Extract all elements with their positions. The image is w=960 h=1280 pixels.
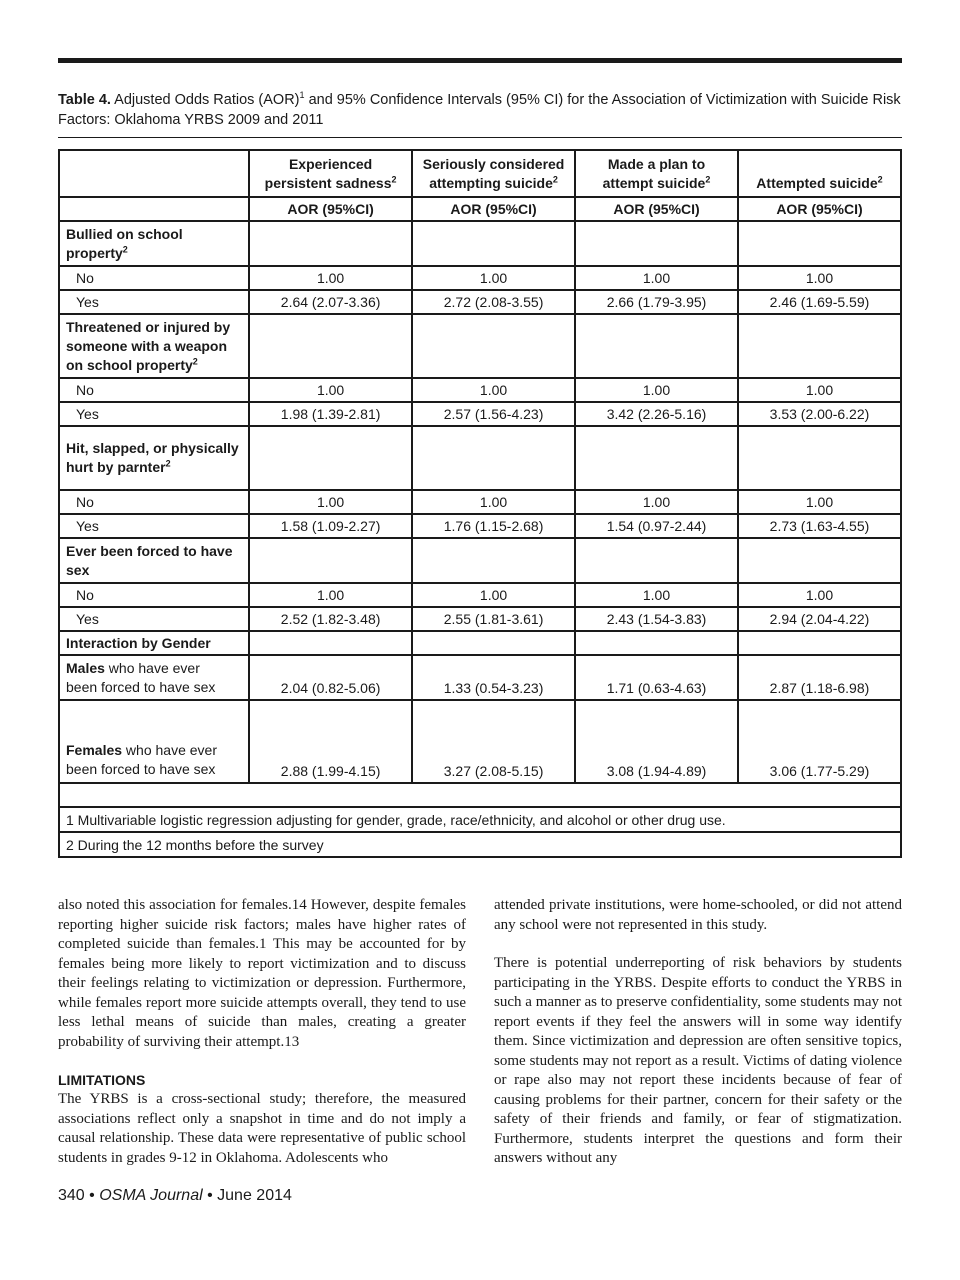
group-row-forced — [59, 538, 901, 583]
interaction-row — [59, 631, 901, 655]
group-row-bullied — [59, 221, 901, 266]
table-cell: 1.00 — [249, 490, 412, 514]
top-rule — [58, 58, 902, 63]
footnote-row — [59, 832, 901, 857]
males-label: Males who have ever been forced to have sex — [59, 655, 249, 700]
header-plan-suicide: Made a plan to attempt suicide$^2$ — [575, 150, 738, 197]
table-cell: 1.00 — [738, 378, 901, 402]
table-cell: 1.00 — [249, 378, 412, 402]
header-persistent-sadness: Experienced persistent sadness$^2$ — [249, 150, 412, 197]
table-cell: 1.00 — [412, 378, 575, 402]
table-cell: 2.87 (1.18-6.98) — [738, 655, 901, 700]
table-cell: 3.27 (2.08-5.15) — [412, 700, 575, 783]
females-label: Females who have ever been forced to have sex — [59, 700, 249, 783]
row-label-no: No — [59, 378, 249, 402]
group-label: Bullied on school property$^2$ — [59, 221, 249, 266]
table-cell: 1.00 — [738, 583, 901, 607]
females-row — [59, 700, 901, 783]
table-cell: 2.66 (1.79-3.95) — [575, 290, 738, 314]
table-cell: 2.04 (0.82-5.06) — [249, 655, 412, 700]
interaction-label: Interaction by Gender — [59, 631, 249, 655]
table-cell: 2.88 (1.99-4.15) — [249, 700, 412, 783]
table-row — [59, 378, 901, 402]
table-cell: 1.00 — [412, 266, 575, 290]
paragraph: also noted this association for females.14 However, despite females reporting higher suicide risk factors; males have higher rates of completed suicide than females.1 This may be accounted for by females being more likely to report victimization and to discuss their feelings relating to victimization or depression. Furthermore, while females report more suicide attempts overall, they tend to use less lethal means of suicide than males, creating a greater probability of surviving their attempt.13 — [58, 897, 466, 1050]
table-cell: 2.52 (1.82-3.48) — [249, 607, 412, 631]
row-label-no: No — [59, 583, 249, 607]
caption-text-2: and 95% Confidence Intervals (95% CI) for the Association of Victimization with Suicide Risk Factors: Oklahoma YRBS 2009 and 2011 — [58, 92, 901, 128]
table-row — [59, 402, 901, 426]
table-row — [59, 607, 901, 631]
footnote-1: 1 Multivariable logistic regression adjusting for gender, grade, race/ethnicity, and alcohol or other drug use. — [59, 807, 901, 832]
table-cell: 2.55 (1.81-3.61) — [412, 607, 575, 631]
header-empty — [59, 150, 249, 197]
table-row — [59, 266, 901, 290]
subheader-row — [59, 197, 901, 221]
table-cell: 1.71 (0.63-4.63) — [575, 655, 738, 700]
right-column — [494, 896, 902, 1188]
subheader-cell: AOR (95%CI) — [738, 197, 901, 221]
paragraph: The YRBS is a cross-sectional study; therefore, the measured associations reflect only a snapshot in time and do not imply a causal relationship. These data were representative of public school students in grades 9-12 in Oklahoma. Adolescents who — [58, 1091, 466, 1166]
row-label-no: No — [59, 266, 249, 290]
table-cell: 1.00 — [412, 583, 575, 607]
table-row — [59, 514, 901, 538]
group-label: Ever been forced to have sex — [59, 538, 249, 583]
header-considered-suicide: Seriously considered attempting suicide$^2$ — [412, 150, 575, 197]
table-cell: 1.00 — [575, 490, 738, 514]
caption-text: Adjusted Odds Ratios (AOR) — [114, 92, 300, 108]
caption-sup: 1 — [299, 90, 305, 101]
aor-table — [58, 149, 902, 858]
table-cell: 3.06 (1.77-5.29) — [738, 700, 901, 783]
table-cell: 1.00 — [738, 266, 901, 290]
table-row — [59, 290, 901, 314]
table-cell: 1.00 — [249, 583, 412, 607]
paragraph: There is potential underreporting of risk behaviors by students participating in the YRBS. Despite efforts to conduct the YRBS in such a manner as to preserve confidentiality, some students may not report events if they feel the answers will in some way identify them. Since victimization and depression are often sensitive topics, some students may not report as a result. Victims of dating violence or rape also may not report these incidents because of fear of causing problems for their partner, concern for their safety or the safety of their friends and family, or fear of stigmatization. Furthermore, students interpret the questions and form their answers without any — [494, 955, 902, 1166]
table-cell: 2.72 (2.08-3.55) — [412, 290, 575, 314]
table-cell: 1.00 — [575, 378, 738, 402]
table-cell: 3.42 (2.26-5.16) — [575, 402, 738, 426]
left-column — [58, 896, 466, 1187]
footnote-row — [59, 807, 901, 832]
table-cell: 2.64 (2.07-3.36) — [249, 290, 412, 314]
group-label: Hit, slapped, or physically hurt by parnter$^2$ — [59, 426, 249, 490]
issue-date: June 2014 — [217, 1187, 292, 1204]
spacer-row — [59, 783, 901, 807]
row-label-no: No — [59, 490, 249, 514]
subheader-cell: AOR (95%CI) — [412, 197, 575, 221]
row-label-yes: Yes — [59, 402, 249, 426]
table-cell: 1.00 — [575, 583, 738, 607]
table-cell: 1.00 — [738, 490, 901, 514]
group-row-partner — [59, 426, 901, 490]
table-cell: 1.58 (1.09-2.27) — [249, 514, 412, 538]
table-cell: 1.76 (1.15-2.68) — [412, 514, 575, 538]
table-cell: 2.73 (1.63-4.55) — [738, 514, 901, 538]
subheader-cell: AOR (95%CI) — [575, 197, 738, 221]
table-cell: 2.46 (1.69-5.59) — [738, 290, 901, 314]
table-cell: 3.08 (1.94-4.89) — [575, 700, 738, 783]
table-cell: 3.53 (2.00-6.22) — [738, 402, 901, 426]
row-label-yes: Yes — [59, 290, 249, 314]
table-cell: 2.94 (2.04-4.22) — [738, 607, 901, 631]
males-row — [59, 655, 901, 700]
header-attempted-suicide: Attempted suicide$^2$ — [738, 150, 901, 197]
table-caption — [58, 90, 902, 130]
page-footer: 340 • OSMA Journal • June 2014 — [58, 1187, 292, 1204]
table-cell: 1.00 — [249, 266, 412, 290]
subheader-empty — [59, 197, 249, 221]
journal-name: OSMA Journal — [99, 1187, 203, 1204]
group-row-weapon — [59, 314, 901, 378]
row-label-yes: Yes — [59, 514, 249, 538]
page-number: 340 — [58, 1187, 85, 1204]
caption-rule — [58, 137, 902, 138]
table-cell: 1.00 — [412, 490, 575, 514]
row-label-yes: Yes — [59, 607, 249, 631]
table-cell: 1.00 — [575, 266, 738, 290]
table-cell: 2.57 (1.56-4.23) — [412, 402, 575, 426]
header-row — [59, 150, 901, 197]
table-cell: 1.54 (0.97-2.44) — [575, 514, 738, 538]
table-row — [59, 583, 901, 607]
paragraph: attended private institutions, were home-schooled, or did not attend any school were not represented in this study. — [494, 897, 902, 933]
subheader-cell: AOR (95%CI) — [249, 197, 412, 221]
table-cell: 1.98 (1.39-2.81) — [249, 402, 412, 426]
table-cell: 1.33 (0.54-3.23) — [412, 655, 575, 700]
table-cell: 2.43 (1.54-3.83) — [575, 607, 738, 631]
limitations-heading: LIMITATIONS — [58, 1072, 146, 1088]
footnote-2: 2 During the 12 months before the survey — [59, 832, 901, 857]
group-label: Threatened or injured by someone with a weapon on school property$^2$ — [59, 314, 249, 378]
caption-label: Table 4. — [58, 92, 111, 108]
table-row — [59, 490, 901, 514]
